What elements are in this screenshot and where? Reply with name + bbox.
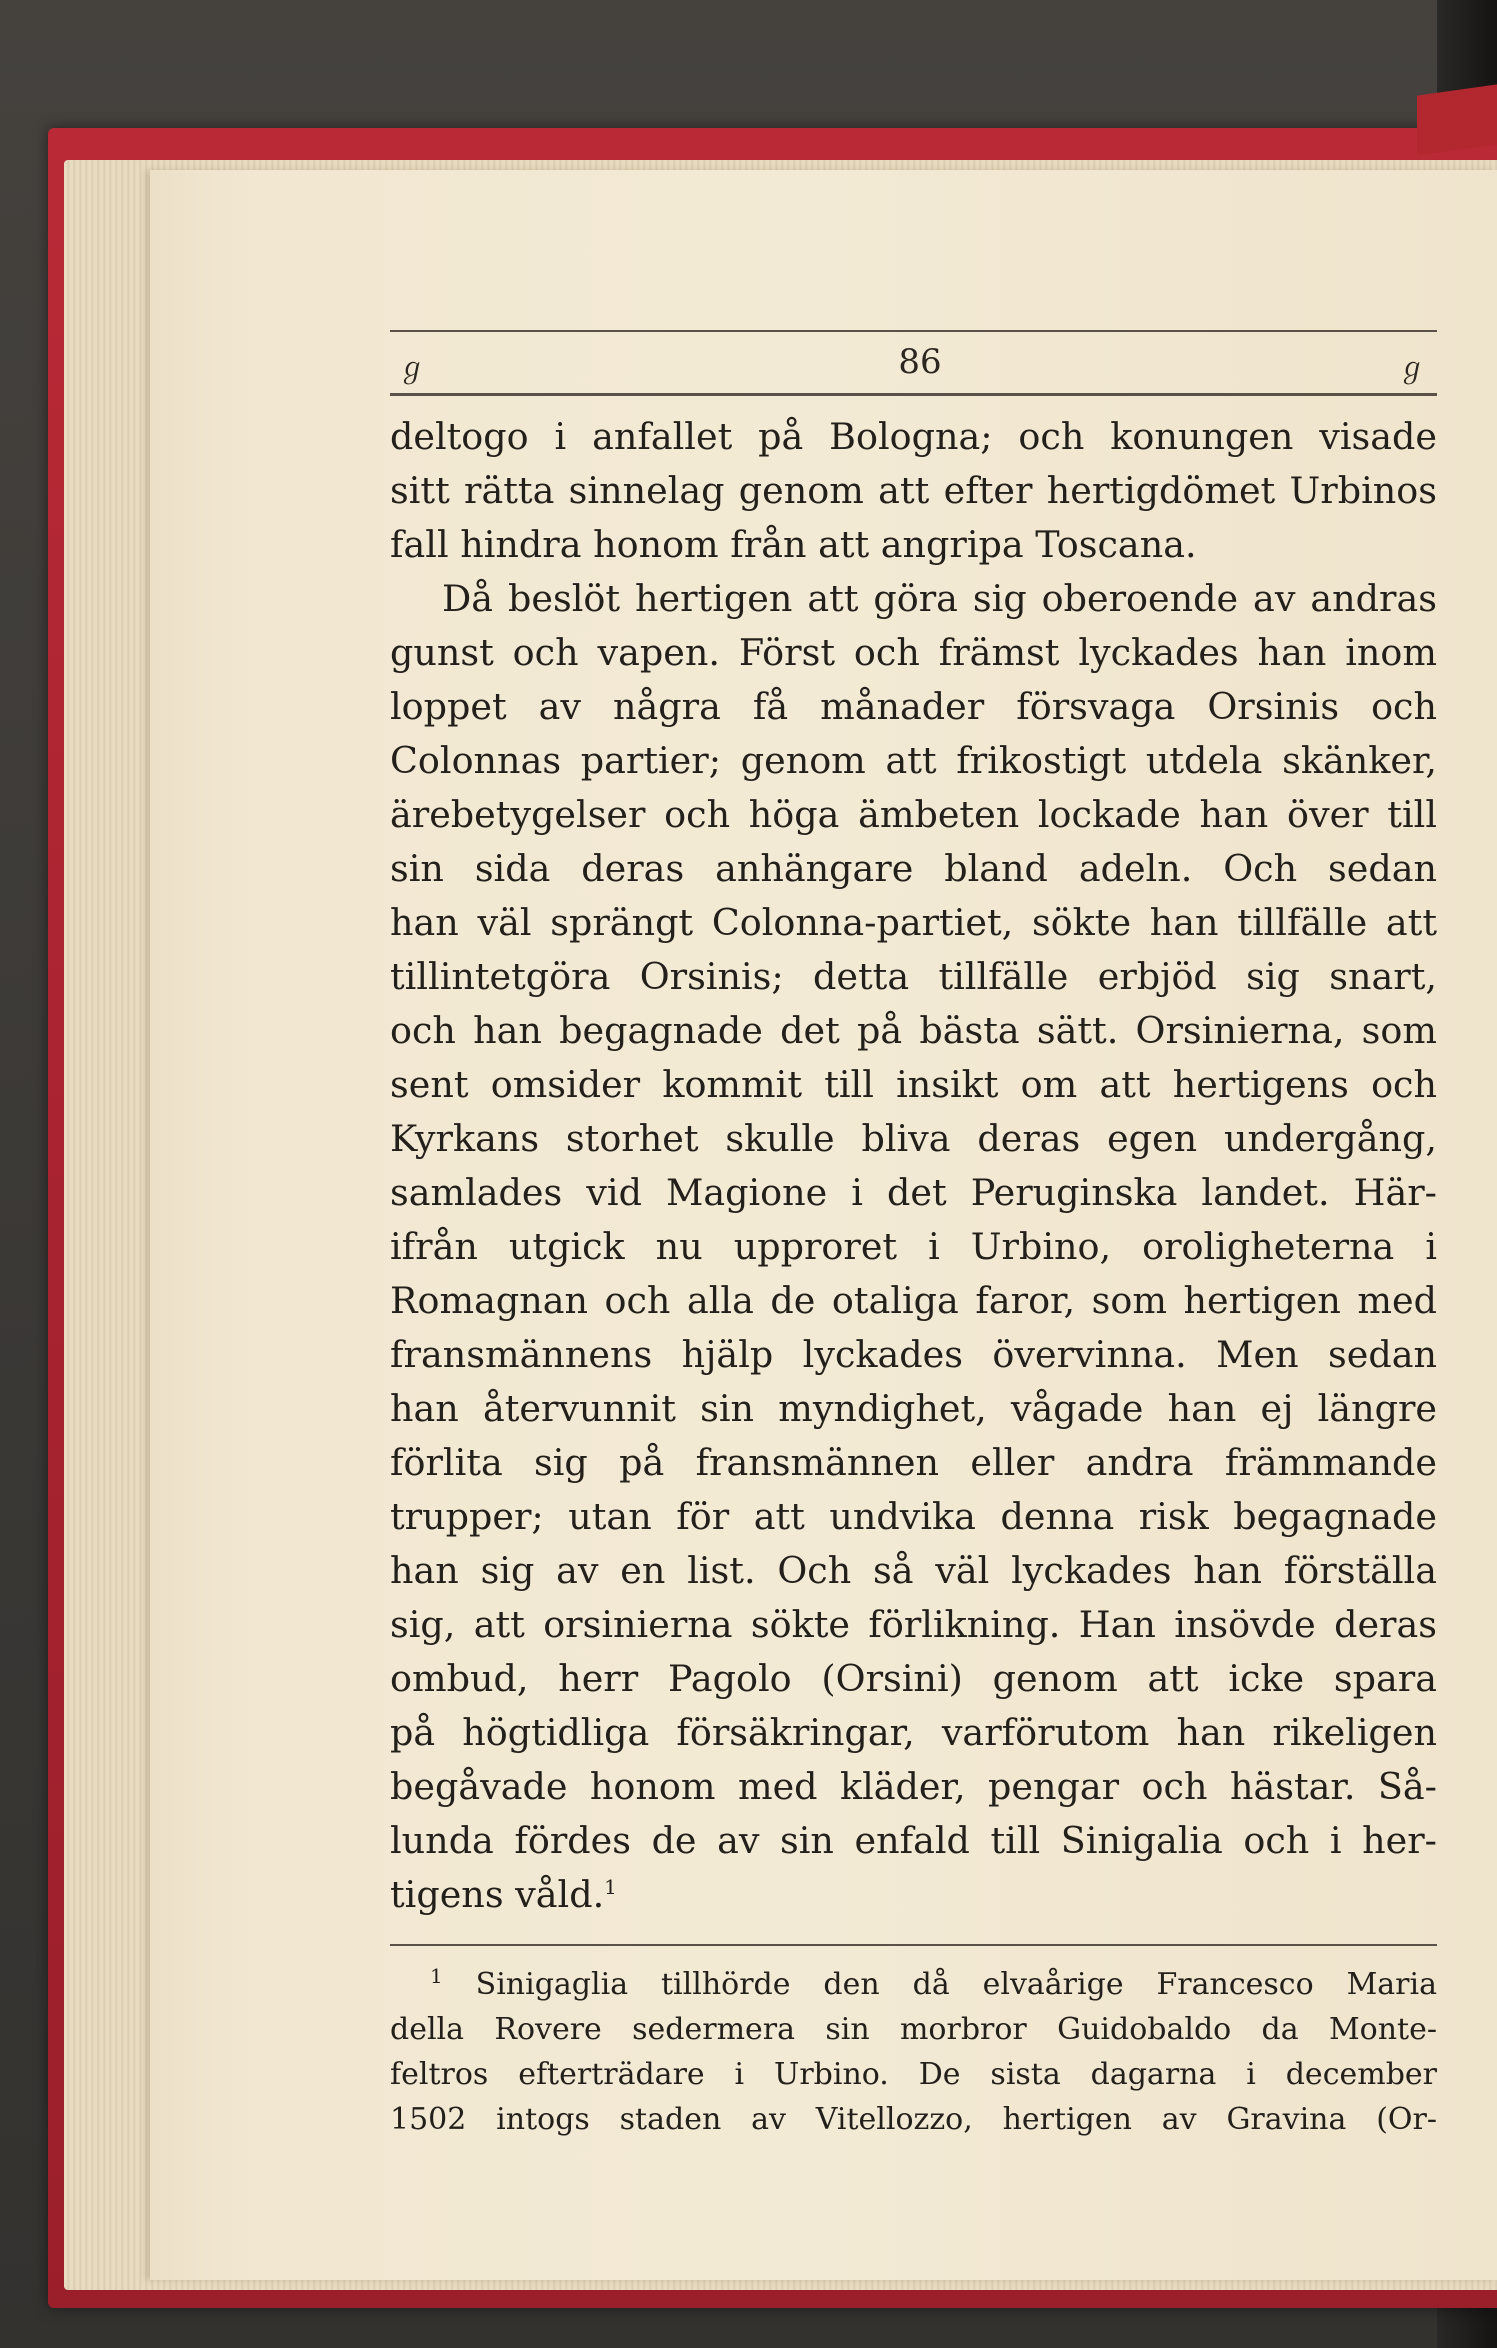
footnote-rule [390,1944,1437,1946]
text-line: Kyrkans storhet skulle bliva deras egen undergång, [390,1117,1437,1160]
footnote-marker: 1 [430,1964,443,1988]
text-line: ärebetygelser och höga ämbeten lockade han över till [390,793,1437,836]
text-line: sent omsider kommit till insikt om att hertigens och [390,1063,1437,1106]
text-line: ifrån utgick nu upproret i Urbino, oroligheterna i [390,1225,1437,1268]
text-line: deltogo i anfallet på Bologna; och konungen visade [390,415,1437,458]
text-line: han väl sprängt Colonna-partiet, sökte han tillfälle att [390,901,1437,944]
text-line: på högtidliga försäkringar, varförutom han rikeligen [390,1711,1437,1754]
footnote-text: Sinigaglia tillhörde den då elvaårige Francesco Maria [475,1967,1437,2002]
footnote-line: feltros efterträdare i Urbino. De sista dagarna i december [390,2057,1437,2092]
text-line: Colonnas partier; genom att frikostigt utdela skänker, [390,739,1437,782]
text-line: trupper; utan för att undvika denna risk begagnade [390,1495,1437,1538]
text-line: tillintetgöra Orsinis; detta tillfälle erbjöd sig snart, [390,955,1437,998]
text-line: gunst och vapen. Först och främst lyckades han inom [390,631,1437,674]
cover-corner [1417,84,1497,155]
footnote-reference[interactable]: 1 [604,1874,617,1899]
header-rule-bottom [390,393,1437,396]
text-line: han återvunnit sin myndighet, vågade han ej längre [390,1387,1437,1430]
text-line: och han begagnade det på bästa sätt. Orsinierna, som [390,1009,1437,1052]
text-line: fransmännens hjälp lyckades övervinna. Men sedan [390,1333,1437,1376]
text-line: förlita sig på fransmännen eller andra främmande [390,1441,1437,1484]
footnote-line: 1502 intogs staden av Vitellozzo, hertigen av Gravina (Or- [390,2102,1437,2137]
text-line: begåvade honom med kläder, pengar och hästar. Så- [390,1765,1437,1808]
page-number: 86 [898,342,942,382]
body-text [390,410,1437,1922]
ornament-left-icon: ℊ [398,351,427,384]
text-line: sin sida deras anhängare bland adeln. Och sedan [390,847,1437,890]
text-line-final [390,1868,1437,1922]
footnote-line: della Rovere sedermera sin morbror Guidobaldo da Monte- [390,2012,1437,2047]
footnote [390,1962,1437,2142]
text-line: sitt rätta sinnelag genom att efter hertigdömet Urbinos [390,469,1437,512]
text-line: lunda fördes de av sin enfald till Sinigalia och i her- [390,1819,1437,1862]
text-line: samlades vid Magione i det Peruginska landet. Här- [390,1171,1437,1214]
footnote-line-first [390,1962,1437,2007]
ornament-right-icon: ℊ [1398,351,1427,384]
text-line: loppet av några få månader försvaga Orsinis och [390,685,1437,728]
text-line: sig, att orsinierna sökte förlikning. Han insövde deras [390,1603,1437,1646]
header-rule-top [390,330,1437,332]
text-line: Då beslöt hertigen att göra sig oberoende av andras [442,577,1437,620]
text-line: Romagnan och alla de otaliga faror, som hertigen med [390,1279,1437,1322]
text-line: fall hindra honom från att angripa Toscana. [390,523,1197,566]
final-text: tigens våld. [390,1873,605,1916]
text-line: han sig av en list. Och så väl lyckades han förställa [390,1549,1437,1592]
text-line: ombud, herr Pagolo (Orsini) genom att icke spara [390,1657,1437,1700]
